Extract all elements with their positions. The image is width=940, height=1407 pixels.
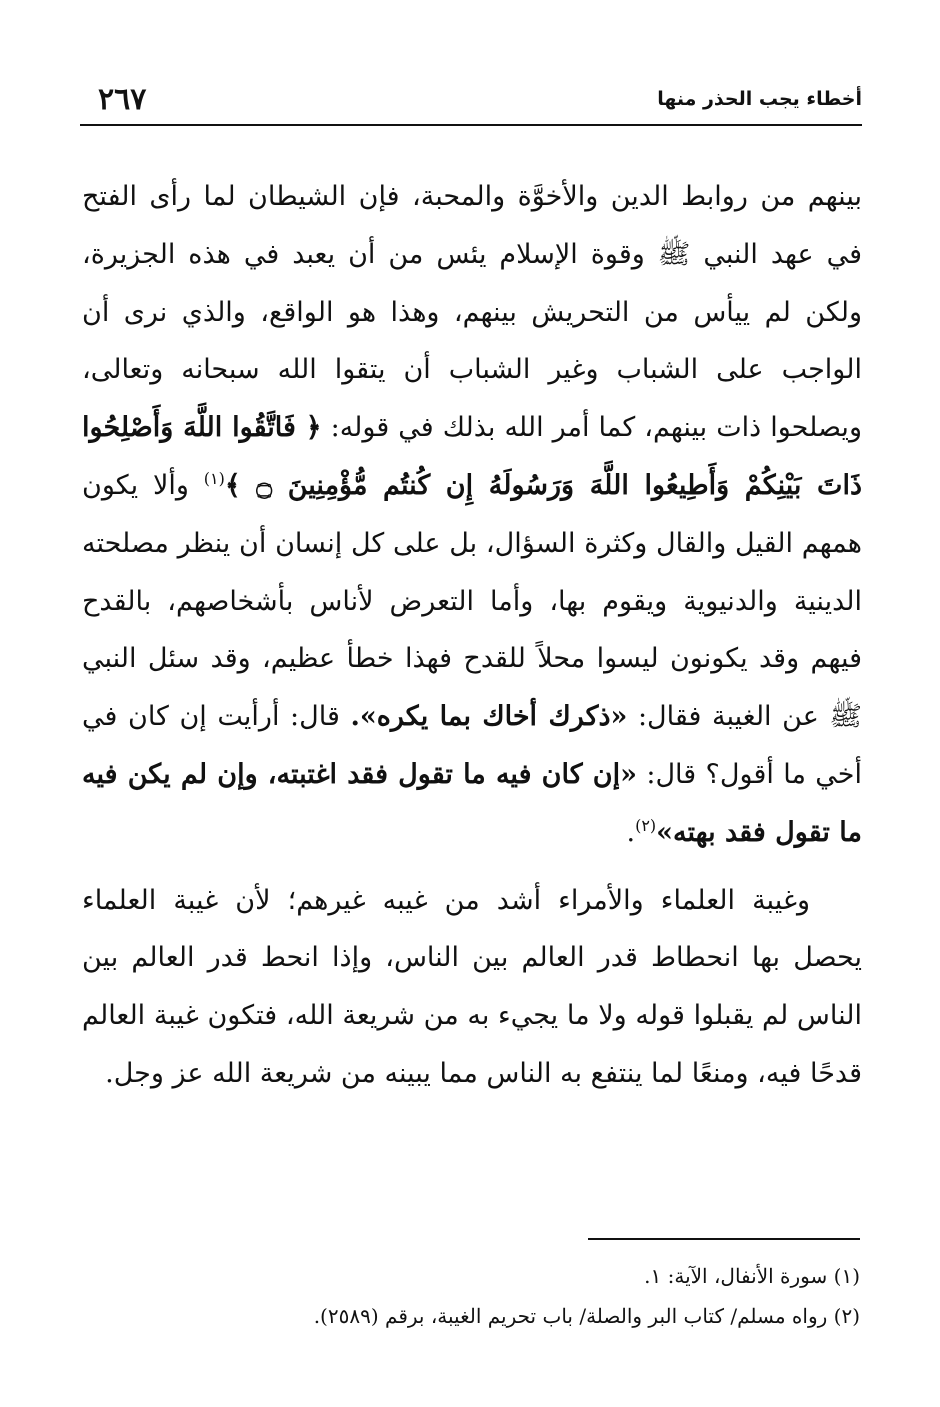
quran-verse: ﴿ فَاتَّقُوا اللَّهَ وَأَصْلِحُوا ذَاتَ بَيْنِكُمْ وَأَطِيعُوا اللَّهَ وَرَسُولَهُ إِن كُنتُم مُّؤْمِنِينَ ۝ ﴾ — [82, 412, 862, 501]
running-title: أخطاء يجب الحذر منها — [657, 88, 862, 110]
page-header — [80, 78, 862, 126]
paragraph-1-middle: وألا يكون همهم القيل والقال وكثرة السؤال، بل على كل إنسان أن ينظر مصلحته الدينية والدنيوية ويقوم بها، وأما التعرض لأناس بأشخاصهم، بالقدح فيهم وقد يكونون ليسوا محلاً للقدح فهذا خطأ عظيم، وقد سئل النبي ﷺ عن الغيبة فقال: — [82, 469, 863, 733]
hadith-quote-2: «إن كان فيه ما تقول فقد اغتبته، وإن لم يكن فيه ما تقول فقد بهته» — [82, 758, 862, 848]
footnote-ref-1: (١) — [203, 468, 225, 488]
footnote-2: (٢) رواه مسلم/ كتاب البر والصلة/ باب تحريم الغيبة، برقم (٢٥٨٩). — [313, 1304, 860, 1328]
paragraph-1-start: بينهم من روابط الدين والأخوَّة والمحبة، فإن الشيطان لما رأى الفتح في عهد النبي ﷺ وقوة الإسلام يئس من أن يعبد في هذه الجزيرة، ولكن لم ييأس من التحريش بينهم، وهذا هو الواقع، والذي نرى أن الواجب على الشباب وغير الشباب أن يتقوا الله سبحانه وتعالى، ويصلحوا ذات بينهم، كما أمر الله بذلك في قوله: — [82, 181, 862, 444]
footnotes — [82, 1256, 860, 1336]
hadith-quote-1: «ذكرك أخاك بما يكره». — [350, 701, 628, 733]
paragraph-2: وغيبة العلماء والأمراء أشد من غيبه غيرهم؛ لأن غيبة العلماء يحصل بها انحطاط قدر العالم بين الناس، وإذا انحط قدر العالم بين الناس لم يقبلوا قوله ولا ما يجيء به من شريعة الله، فتكون غيبة العالم قدحًا فيه، ومنعًا لما ينتفع به الناس مما يبينه من شريعة الله عز وجل. — [82, 884, 862, 1089]
footnote-ref-2: (٢) — [635, 815, 657, 835]
paragraph-1-end: . — [626, 816, 636, 848]
page-number: ٢٦٧ — [98, 82, 147, 117]
paragraph-1-question: قال: أرأيت إن كان في أخي ما أقول؟ قال: — [82, 701, 862, 790]
paragraph-1 — [82, 168, 862, 862]
footnote-divider — [588, 1238, 860, 1240]
footnote-1: (١) سورة الأنفال، الآية: ١. — [644, 1264, 860, 1288]
body-text — [82, 168, 862, 1103]
